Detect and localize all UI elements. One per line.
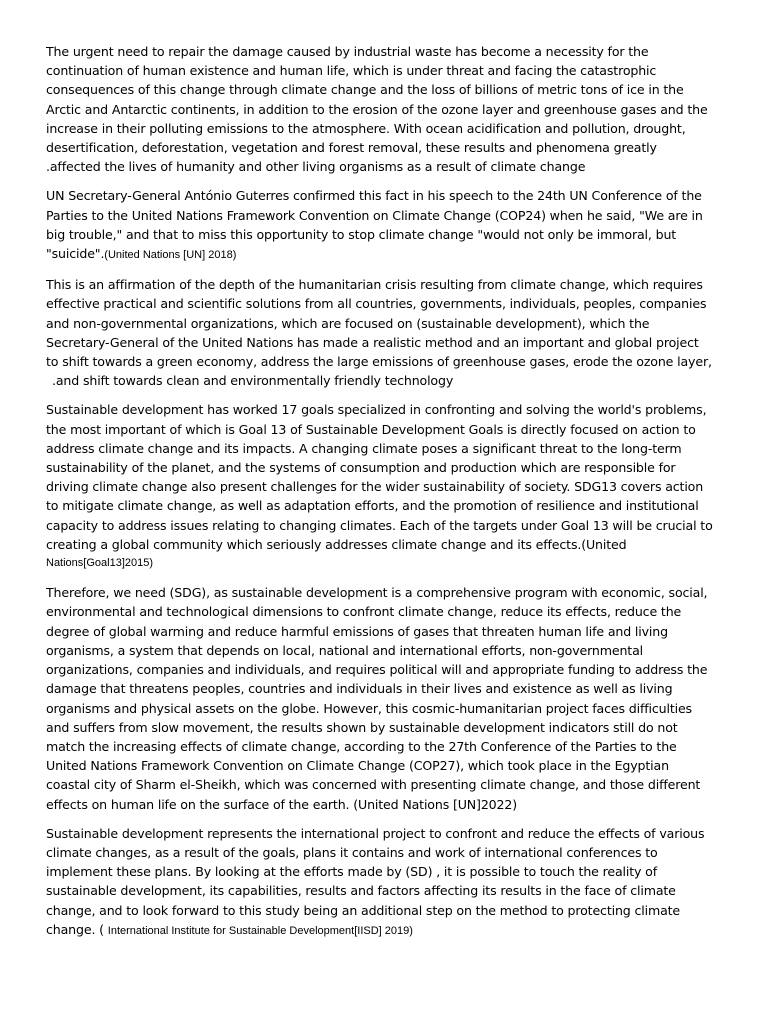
- text-line: sustainable development, its capabilities, results and factors affecting its results in the face of climate: [46, 883, 676, 899]
- text-line: Arctic and Antarctic continents, in addition to the erosion of the ozone layer and greenhouse gases and the: [46, 101, 708, 117]
- citation: International Institute for Sustainable Development[IISD] 2019): [107, 924, 413, 937]
- text-line: coastal city of Sharm el-Sheikh, which was concerned with presenting climate change, and those different: [46, 777, 701, 793]
- text-line: Therefore, we need (SDG), as sustainable development is a comprehensive program with economic, social,: [46, 585, 708, 601]
- text-line: continuation of human existence and human life, which is under threat and facing the catastrophic: [46, 63, 657, 79]
- text-line: climate changes, as a result of the goals, plans it contains and work of international conferences to: [46, 844, 658, 860]
- text-line: The urgent need to repair the damage caused by industrial waste has become a necessity for the: [46, 44, 649, 59]
- text-line: organisms and physical assets on the globe. However, this cosmic-humanitarian project faces difficulties: [46, 700, 692, 716]
- text-line: Sustainable development represents the international project to confront and reduce the effects of various: [46, 825, 705, 841]
- text-line: .and shift towards clean and environmentally friendly technology: [52, 373, 454, 389]
- text-line: driving climate change also present challenges for the wider sustainability of society. SDG13 covers action: [46, 479, 704, 495]
- text-line: organisms, a system that depends on local, national and international efforts, non-governmental: [46, 642, 644, 658]
- text-line: address climate change and its impacts. A changing climate poses a significant threat to the long-term: [46, 440, 682, 456]
- paragraph-intro: [46, 42, 722, 176]
- text-line: and suffers from slow movement, the results shown by sustainable development indicators still do not: [46, 719, 678, 735]
- text-line: degree of global warming and reduce harmful emissions of gases that threaten human life and living: [46, 623, 668, 639]
- text-line: the most important of which is Goal 13 of Sustainable Development Goals is directly focused on action to: [46, 421, 696, 437]
- text-line: and non-governmental organizations, which are focused on (sustainable development), which the: [46, 315, 650, 331]
- text-line: .affected the lives of humanity and other living organisms as a result of climate change: [46, 159, 586, 175]
- text-line: desertification, deforestation, vegetation and forest removal, these results and phenomena greatly: [46, 140, 657, 156]
- text-line: increase in their polluting emissions to the atmosphere. With ocean acidification and pollution, drought,: [46, 120, 686, 136]
- text-line: to mitigate climate change, as well as adaptation efforts, and the promotion of resilience and institutional: [46, 498, 699, 514]
- text-line: [46, 920, 722, 941]
- paragraph-goal-13: [46, 400, 722, 573]
- text-line: implement these plans. By looking at the efforts made by (SD) , it is possible to touch the reality of: [46, 864, 658, 880]
- text-fragment: "suicide".: [46, 246, 105, 262]
- citation: Nations[Goal13]2015): [46, 557, 154, 570]
- text-line: big trouble," and that to miss this opportunity to stop climate change "would not only be immoral, but: [46, 226, 677, 242]
- text-line: consequences of this change through climate change and the loss of billions of metric tons of ice in the: [46, 82, 684, 98]
- text-line: creating a global community which seriously addresses climate change and its effects.(United: [46, 536, 627, 552]
- paragraph-conclusion: [46, 824, 722, 941]
- text-line: This is an affirmation of the depth of the humanitarian crisis resulting from climate change, which requires: [46, 277, 703, 293]
- citation: (United Nations [UN] 2018): [104, 249, 237, 262]
- text-fragment: change. (: [46, 921, 108, 937]
- text-line: effects on human life on the surface of the earth. (United Nations [UN]2022): [46, 796, 518, 812]
- text-line: United Nations Framework Convention on Climate Change (COP27), which took place in the Egyptian: [46, 758, 669, 774]
- paragraph-sdg: [46, 583, 722, 813]
- text-line: capacity to address issues relating to changing climates. Each of the targets under Goal 13 will be crucial to: [46, 517, 713, 533]
- text-line: UN Secretary-General António Guterres confirmed this fact in his speech to the 24th UN Conference of the: [46, 188, 702, 204]
- text-line: to shift towards a green economy, address the large emissions of greenhouse gases, erode the ozone layer,: [46, 354, 712, 370]
- text-line: Parties to the United Nations Framework Convention on Climate Change (COP24) when he said, "We are in: [46, 207, 703, 223]
- paragraph-affirmation: [46, 275, 722, 390]
- text-line: damage that threatens peoples, countries and individuals in their lives and existence as well as living: [46, 681, 673, 697]
- text-line: effective practical and scientific solutions from all countries, governments, individuals, peoples, companies: [46, 296, 707, 312]
- text-line: Secretary-General of the United Nations has made a realistic method and an important and global project: [46, 334, 699, 350]
- text-line: [46, 244, 722, 265]
- text-line: Sustainable development has worked 17 goals specialized in confronting and solving the world's problems,: [46, 402, 707, 418]
- text-line: organizations, companies and individuals, and requires political will and appropriate funding to address the: [46, 662, 708, 678]
- paragraph-guterres: [46, 186, 722, 265]
- text-line: change, and to look forward to this study being an additional step on the method to protecting climate: [46, 902, 681, 918]
- text-line: environmental and technological dimensions to confront climate change, reduce its effects, reduce the: [46, 604, 682, 620]
- text-line: match the increasing effects of climate change, according to the 27th Conference of the Parties to the: [46, 738, 677, 754]
- text-line: sustainability of the planet, and the systems of consumption and production which are responsible for: [46, 460, 676, 476]
